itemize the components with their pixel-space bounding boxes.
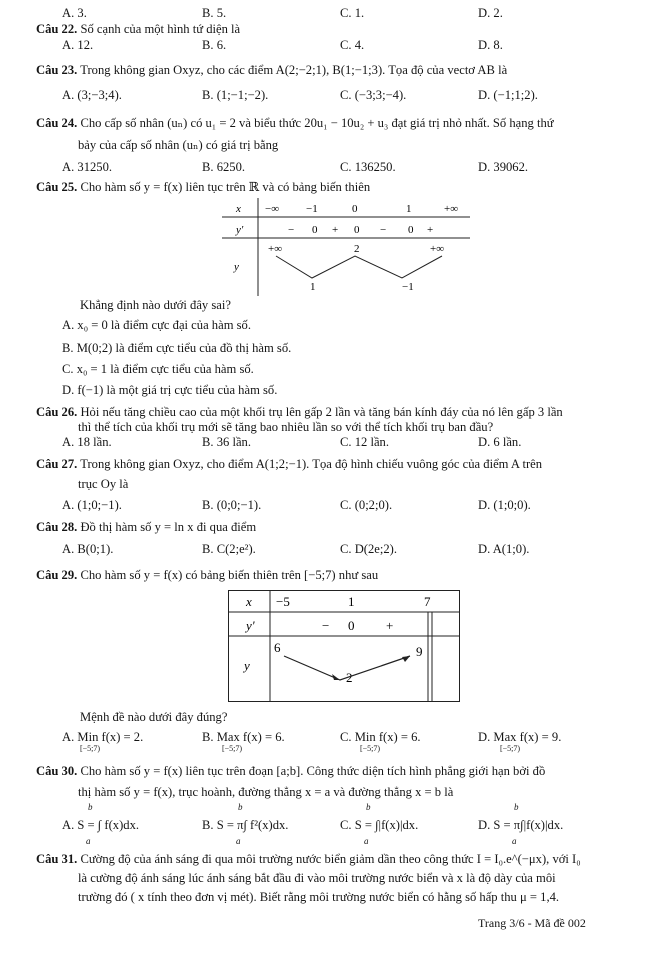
q29-subscript-b: [−5;7): [222, 744, 243, 753]
q24-option-d: D. 39062.: [478, 160, 529, 174]
q25-y-val: 1: [310, 281, 316, 293]
q23-option-a: A. (3;−3;4).: [62, 88, 122, 102]
q29-option-a: A. Min f(x) = 2.: [62, 730, 144, 744]
q24-option-a: A. 31250.: [62, 160, 113, 174]
q27-label: Câu 27.: [36, 457, 78, 471]
q25-x-val: 1: [406, 203, 412, 215]
q29-y-val: 2: [346, 670, 353, 685]
q30-lower-limit-a: a: [86, 836, 91, 846]
q25-text: Cho hàm số y = f(x) liên tục trên ℝ và có bảng biến thiên: [80, 180, 371, 194]
q31-text3: trường đó ( x tính theo đơn vị mét). Biết rằng môi trường nước biển có hằng số hấp thu μ = 1,4.: [78, 890, 560, 904]
q29-y-val: 9: [416, 644, 423, 659]
q29-sign: +: [386, 618, 394, 633]
q29-option-d: D. Max f(x) = 9.: [478, 730, 562, 744]
q27-option-d: D. (1;0;0).: [478, 498, 531, 512]
q26-label: Câu 26.: [36, 405, 78, 419]
q30-lower-limit-c: a: [364, 836, 369, 846]
q30-line1: [36, 764, 545, 779]
q22-option-d: D. 8.: [478, 38, 503, 52]
q25-x-val: 0: [352, 203, 358, 215]
q29-option-b: B. Max f(x) = 6.: [202, 730, 285, 744]
q30-text2: thị hàm số y = f(x), trục hoành, đường thẳng x = a và đường thẳng x = b là: [78, 785, 454, 799]
q30-lower-limit-b: a: [236, 836, 241, 846]
q29: [36, 568, 378, 583]
q30-option-d: D. S = π∫|f(x)|dx.: [478, 818, 564, 832]
q26-option-c: C. 12 lần.: [340, 435, 389, 449]
q23-option-d: D. (−1;1;2).: [478, 88, 538, 102]
q31-line1: [36, 852, 581, 867]
q30-lower-limit-d: a: [512, 836, 517, 846]
q29-variation-table: [228, 590, 460, 702]
q29-x-label: x: [246, 594, 252, 609]
q30-option-a: A. S = ∫ f(x)dx.: [62, 818, 140, 832]
q25-sign: −: [288, 224, 295, 236]
q30-upper-limit-c: b: [366, 802, 371, 812]
q25-x-val: −∞: [265, 203, 280, 215]
q25-option-c: C. x₀ = 1 là điểm cực tiểu của hàm số.: [62, 362, 254, 376]
q29-option-c: C. Min f(x) = 6.: [340, 730, 421, 744]
q24-line1: [36, 116, 554, 131]
q22-option-b: B. 6.: [202, 38, 227, 52]
q25-variation-table: [222, 198, 470, 296]
q24-option-b: B. 6250.: [202, 160, 246, 174]
q29-label: Câu 29.: [36, 568, 78, 582]
q29-sign: −: [322, 618, 330, 633]
q28-option-a: A. B(0;1).: [62, 542, 114, 556]
q27-option-a: A. (1;0;−1).: [62, 498, 122, 512]
q22-option-c: C. 4.: [340, 38, 365, 52]
q25-y-label: y: [234, 261, 239, 273]
q22: [36, 22, 240, 37]
q28-option-c: C. D(2e;2).: [340, 542, 398, 556]
q26-option-b: B. 36 lần.: [202, 435, 251, 449]
q29-yp-label: y': [246, 618, 255, 633]
q29-x-val: 1: [348, 594, 355, 609]
q25-x-val: −1: [306, 203, 318, 215]
q25-sign: −: [380, 224, 387, 236]
q27-option-c: C. (0;2;0).: [340, 498, 393, 512]
q25-option-d: D. f(−1) là một giá trị cực tiểu của hàm số.: [62, 383, 278, 397]
q29-subscript-d: [−5;7): [500, 744, 521, 753]
q25-x-val: +∞: [444, 203, 459, 215]
q28-text: Đồ thị hàm số y = ln x đi qua điểm: [80, 520, 257, 534]
q23-text: Trong không gian Oxyz, cho các điểm A(2;−2;1), B(1;−1;3). Tọa độ của vectơ AB là: [80, 63, 508, 77]
q25-x-label: x: [236, 203, 241, 215]
q25-y-val: −1: [402, 281, 414, 293]
q25-sign: 0: [408, 224, 414, 236]
q25-sign: 0: [354, 224, 360, 236]
q28: [36, 520, 256, 535]
q30-upper-limit-d: b: [514, 802, 519, 812]
q27-text2: trục Oy là: [78, 477, 129, 491]
q25-sign: +: [427, 224, 434, 236]
q25-label: Câu 25.: [36, 180, 78, 194]
q23: [36, 63, 507, 78]
q31-text2: là cường độ ánh sáng lúc ánh sáng bắt đầu đi vào môi trường nước biển và x là độ dày của môi: [78, 871, 556, 885]
q30-text1: Cho hàm số y = f(x) liên tục trên đoạn [a;b]. Công thức diện tích hình phẳng giới hạn bởi đồ: [80, 764, 546, 778]
q25: [36, 180, 370, 195]
q22-label: Câu 22.: [36, 22, 78, 36]
page-footer: Trang 3/6 - Mã đề 002: [478, 916, 586, 930]
q24-option-c: C. 136250.: [340, 160, 396, 174]
q30-option-c: C. S = ∫|f(x)|dx.: [340, 818, 419, 832]
q22-option-a: A. 12.: [62, 38, 94, 52]
q24-label: Câu 24.: [36, 116, 78, 130]
q26-option-d: D. 6 lần.: [478, 435, 522, 449]
q24-text2: bảy của cấp số nhân (uₙ) có giá trị bằng: [78, 138, 279, 152]
q25-prompt: Khẳng định nào dưới đây sai?: [80, 298, 231, 312]
q29-y-label: y: [244, 658, 250, 673]
q23-option-b: B. (1;−1;−2).: [202, 88, 269, 102]
q21-option-d: D. 2.: [478, 6, 503, 20]
q31-text1: Cường độ của ánh sáng đi qua môi trường nước biển giảm dần theo công thức I = I₀.e^(−μx), với I₀: [80, 852, 581, 866]
q21-option-a: A. 3.: [62, 6, 87, 20]
q25-sign: +: [332, 224, 339, 236]
q28-option-b: B. C(2;e²).: [202, 542, 256, 556]
q25-option-a: A. x₀ = 0 là điểm cực đại của hàm số.: [62, 318, 251, 332]
q29-subscript-a: [−5;7): [80, 744, 101, 753]
q26-text1: Hỏi nếu tăng chiều cao của một khối trụ lên gấp 2 lần và tăng bán kính đáy của nó lên gấp 3 lần: [80, 405, 563, 419]
q26-option-a: A. 18 lần.: [62, 435, 112, 449]
q25-sign: 0: [312, 224, 318, 236]
q27-option-b: B. (0;0;−1).: [202, 498, 262, 512]
q30-label: Câu 30.: [36, 764, 78, 778]
q27-line1: [36, 457, 542, 472]
q23-label: Câu 23.: [36, 63, 78, 77]
q21-option-c: C. 1.: [340, 6, 365, 20]
q25-y-val: +∞: [430, 243, 445, 255]
q24-text1: Cho cấp số nhân (uₙ) có u₁ = 2 và biểu thức 20u₁ − 10u₂ + u₃ đạt giá trị nhỏ nhất. Số hạng thứ: [80, 116, 554, 130]
q21-option-b: B. 5.: [202, 6, 227, 20]
q30-upper-limit-a: b: [88, 802, 93, 812]
q29-subscript-c: [−5;7): [360, 744, 381, 753]
q23-option-c: C. (−3;3;−4).: [340, 88, 407, 102]
q29-sign: 0: [348, 618, 355, 633]
q30-upper-limit-b: b: [238, 802, 243, 812]
q28-label: Câu 28.: [36, 520, 78, 534]
q26-line1: [36, 405, 563, 420]
q25-y-val: 2: [354, 243, 360, 255]
q29-x-val: 7: [424, 594, 431, 609]
q30-option-b: B. S = π∫ f²(x)dx.: [202, 818, 289, 832]
q22-text: Số cạnh của một hình tứ diện là: [80, 22, 241, 36]
q29-x-val: −5: [276, 594, 290, 609]
q31-label: Câu 31.: [36, 852, 78, 866]
q29-y-val: 6: [274, 640, 281, 655]
q29-prompt: Mệnh đề nào dưới đây đúng?: [80, 710, 228, 724]
q26-text2: thì thể tích của khối trụ mới sẽ tăng bao nhiêu lần so với thể tích khối trụ ban đầu?: [78, 420, 494, 434]
q25-yp-label: y': [236, 224, 244, 236]
q25-option-b: B. M(0;2) là điểm cực tiểu của đồ thị hàm số.: [62, 341, 292, 355]
q29-text: Cho hàm số y = f(x) có bảng biến thiên trên [−5;7) như sau: [80, 568, 379, 582]
q27-text1: Trong không gian Oxyz, cho điểm A(1;2;−1). Tọa độ hình chiếu vuông góc của điểm A trên: [80, 457, 543, 471]
q25-y-val: +∞: [268, 243, 283, 255]
q28-option-d: D. A(1;0).: [478, 542, 530, 556]
